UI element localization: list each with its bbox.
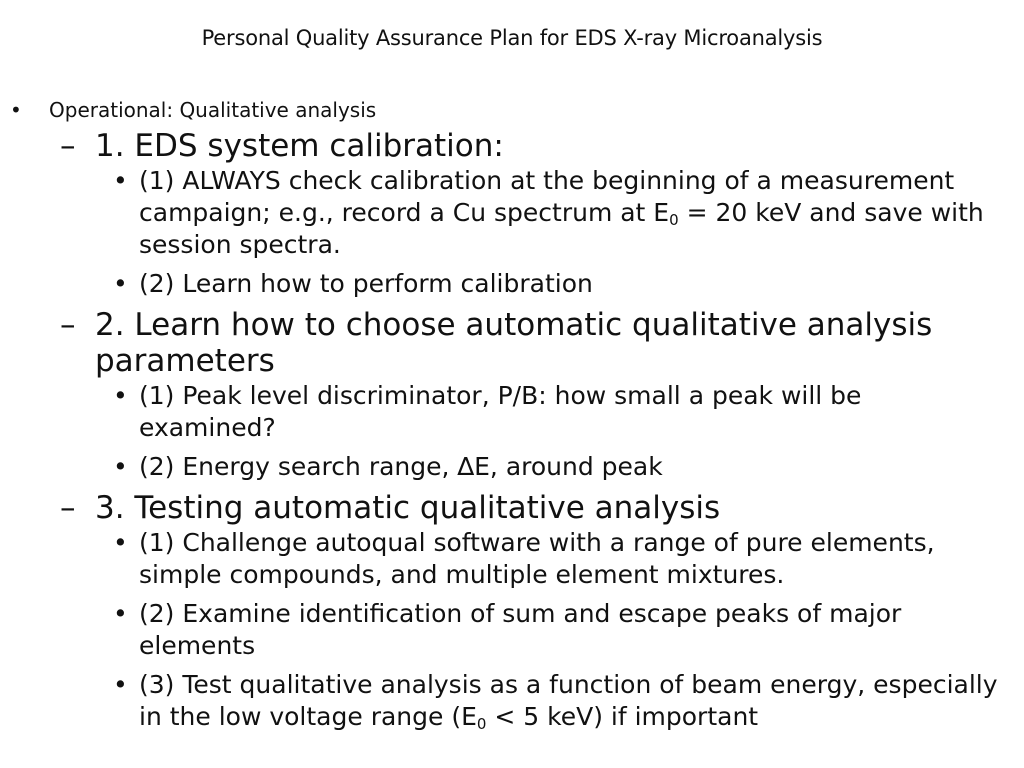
sub-bullet (0, 165, 1024, 261)
bullet-dot: • (113, 670, 128, 699)
sub-bullet (0, 598, 1024, 662)
sub-bullet-text: (2) Learn how to perform calibration (139, 269, 593, 298)
section-heading (0, 128, 1024, 164)
slide-content (0, 93, 1024, 740)
sub-bullet-text: (1) ALWAYS check calibration at the beginning of a measurement campaign; e.g., record a Cu spectrum at $E_0 = 20$ keV and save with session spectra. (139, 166, 984, 259)
bullet-dot: • (113, 599, 128, 628)
slide-title: Personal Quality Assurance Plan for EDS X-ray Microanalysis (201, 26, 823, 50)
section-heading (0, 307, 1024, 379)
dash-marker: – (60, 128, 76, 164)
section-text: 1. EDS system calibration: (95, 128, 504, 164)
sub-bullet (0, 451, 1024, 483)
bullet-dot: • (113, 528, 128, 557)
dash-marker: – (60, 307, 76, 343)
bullet-dot: • (113, 269, 128, 298)
sub-bullet-text: (1) Peak level discriminator, P/B: how small a peak will be examined? (139, 381, 862, 442)
level1-text: Operational: Qualitative analysis (49, 98, 377, 122)
level1-bullet (0, 93, 1024, 127)
bullet-dot: • (113, 381, 128, 410)
dash-marker: – (60, 490, 76, 526)
bullet-dot: • (113, 166, 128, 195)
sub-bullet (0, 268, 1024, 300)
sub-bullet-text: (3) Test qualitative analysis as a function of beam energy, especially in the low voltage range ($E_0 < 5$ keV) if important (139, 670, 998, 733)
sub-bullet-text: (1) Challenge autoqual software with a range of pure elements, simple compounds, and multiple element mixtures. (139, 528, 935, 589)
section-text: 2. Learn how to choose automatic qualitative analysis parameters (95, 307, 933, 379)
sub-bullet-text: (2) Examine identification of sum and escape peaks of major elements (139, 599, 902, 660)
sub-bullet (0, 527, 1024, 591)
section-heading (0, 490, 1024, 526)
sub-bullet (0, 669, 1024, 733)
bullet-dot: • (113, 452, 128, 481)
bullet-dot: • (10, 98, 22, 122)
section-text: 3. Testing automatic qualitative analysis (95, 490, 721, 526)
sub-bullet-text: (2) Energy search range, ∆E, around peak (139, 452, 663, 481)
sub-bullet (0, 380, 1024, 444)
